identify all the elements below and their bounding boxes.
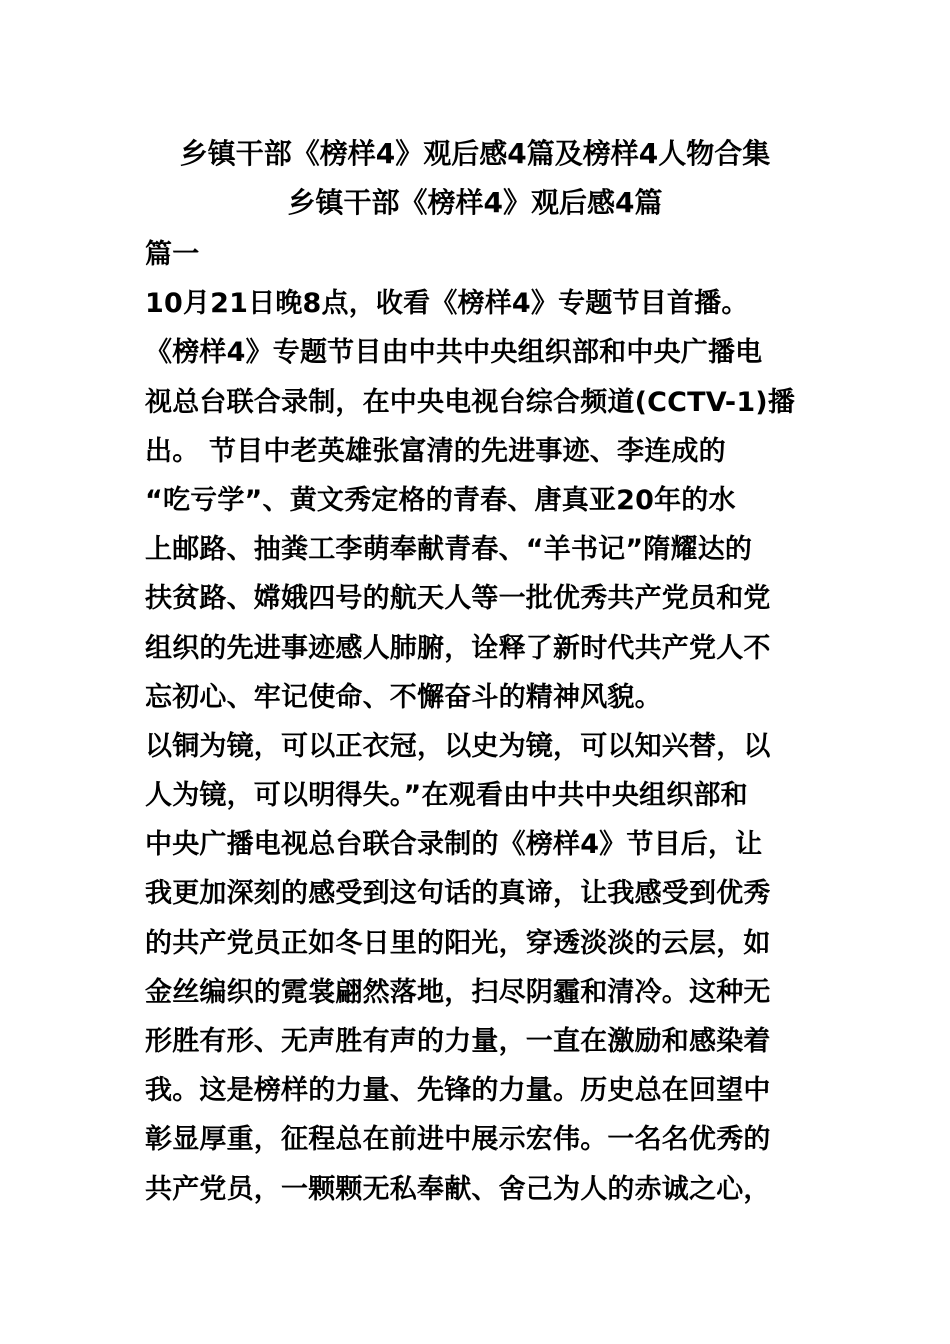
document-title: 乡镇干部《榜样4》观后感4篇及榜样4人物合集 <box>179 137 771 170</box>
document-body <box>145 230 825 1214</box>
body-line: 形胜有形、无声胜有声的力量，一直在激励和感染着 <box>145 1026 771 1057</box>
document-subtitle: 乡镇干部《榜样4》观后感4篇 <box>287 186 663 219</box>
body-line: 彰显厚重，征程总在前进中展示宏伟。一名名优秀的 <box>145 1124 771 1156</box>
body-line: 忘初心、牢记使命、不懈奋斗的精神风貌。 <box>145 681 662 713</box>
body-line: “吃亏学”、黄文秀定格的青春、唐真亚20年的水 <box>145 484 736 516</box>
body-line: 的共产党员正如冬日里的阳光，穿透淡淡的云层，如 <box>145 927 771 959</box>
body-line: 视总台联合录制，在中央电视台综合频道(CCTV-1)播 <box>145 386 796 418</box>
body-line: 扶贫路、嫦娥四号的航天人等一批优秀共产党员和党 <box>145 583 771 615</box>
body-line: 中央广播电视总台联合录制的《榜样4》节目后，让 <box>145 829 763 861</box>
body-line: 上邮路、抽粪工李萌奉献青春、“羊书记”隋耀达的 <box>145 534 753 566</box>
body-line: 出。 节目中老英雄张富清的先进事迹、李连成的 <box>145 435 726 467</box>
body-line: 组织的先进事迹感人肺腑，诠释了新时代共产党人不 <box>145 632 771 664</box>
body-line: 我更加深刻的感受到这句话的真谛，让我感受到优秀 <box>145 878 771 910</box>
body-line: 共产党员，一颗颗无私奉献、舍己为人的赤诚之心， <box>145 1173 771 1205</box>
body-line: 《榜样4》专题节目由中共中央组织部和中央广播电 <box>145 337 763 369</box>
body-line: 以铜为镜，可以正衣冠，以史为镜，可以知兴替，以 <box>145 730 771 762</box>
body-line: 我。这是榜样的力量、先锋的力量。历史总在回望中 <box>145 1075 771 1107</box>
body-line: 人为镜，可以明得失。”在观看由中共中央组织部和 <box>145 780 748 812</box>
body-line: 10月21日晚8点，收看《榜样4》专题节目首播。 <box>145 288 749 320</box>
body-line: 金丝编织的霓裳翩然落地，扫尽阴霾和清冷。这种无 <box>145 976 771 1008</box>
section-heading: 篇一 <box>145 239 200 270</box>
